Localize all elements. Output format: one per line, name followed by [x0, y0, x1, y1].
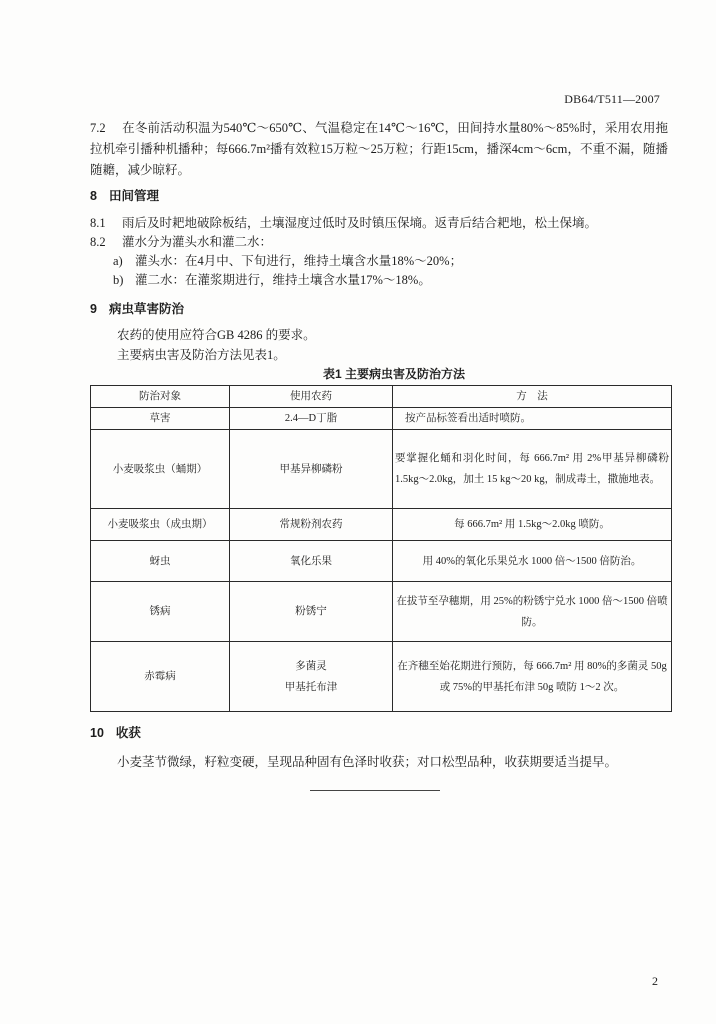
list-marker: b)	[113, 273, 124, 287]
cell-pesticide: 2.4—D丁脂	[230, 408, 393, 430]
paragraph-pesticide-standard: 农药的使用应符合GB 4286 的要求。	[117, 328, 316, 342]
section-heading-10	[90, 724, 141, 742]
clause-text: 在冬前活动积温为540℃～650℃、气温稳定在14℃～16℃，田间持水量80%～85%时，采用农用拖拉机牵引播种机播种；每666.7m²播有效粒15万粒～25万粒；行距15cm，播深4cm～6cm，不重不漏，随播随耱，减少晾籽。	[90, 121, 668, 177]
cell-method: 在拔节至孕穗期，用 25%的粉锈宁兑水 1000 倍～1500 倍喷防。	[393, 582, 672, 642]
cell-method: 用 40%的氧化乐果兑水 1000 倍～1500 倍防治。	[393, 541, 672, 582]
table-row	[91, 642, 672, 712]
cell-target: 赤霉病	[91, 642, 230, 712]
cell-target: 锈病	[91, 582, 230, 642]
list-marker: a)	[113, 254, 123, 268]
section-number: 10	[90, 726, 104, 740]
cell-method: 每 666.7m² 用 1.5kg～2.0kg 喷防。	[393, 509, 672, 541]
cell-pesticide: 甲基异柳磷粉	[230, 430, 393, 509]
column-header-pesticide: 使用农药	[230, 386, 393, 408]
clause-7-2	[90, 118, 668, 181]
table-row	[91, 430, 672, 509]
cell-pesticide: 氧化乐果	[230, 541, 393, 582]
clause-number: 8.1	[90, 216, 106, 230]
table-row	[91, 408, 672, 430]
clause-8-1	[90, 214, 668, 233]
cell-target: 小麦吸浆虫（成虫期）	[91, 509, 230, 541]
cell-method: 要掌握化蛹和羽化时间，每 666.7m² 用 2%甲基异柳磷粉 1.5kg～2.0kg，加土 15 kg～20 kg，制成毒土，撒施地表。	[393, 430, 672, 509]
page-number: 2	[652, 974, 658, 988]
clause-text: 灌水分为灌头水和灌二水：	[122, 235, 273, 249]
cell-pesticide: 常规粉剂农药	[230, 509, 393, 541]
section-title: 田间管理	[108, 189, 159, 203]
list-item-text: 灌头水：在4月中、下旬进行，维持土壤含水量18%～20%；	[135, 254, 463, 268]
list-item-a	[113, 252, 668, 271]
section-title: 病虫草害防治	[108, 302, 184, 316]
cell-target: 小麦吸浆虫（蛹期）	[91, 430, 230, 509]
clause-number: 7.2	[90, 121, 106, 135]
cell-method: 在齐穗至始花期进行预防，每 666.7m² 用 80%的多菌灵 50g 或 75%的甲基托布津 50g 喷防 1～2 次。	[393, 642, 672, 712]
table-row	[91, 509, 672, 541]
clause-text: 雨后及时耙地破除板结，土壤湿度过低时及时镇压保墒。返青后结合耙地，松土保墒。	[122, 216, 598, 230]
standard-code: DB64/T511—2007	[564, 92, 660, 106]
paragraph-table-reference: 主要病虫害及防治方法见表1。	[117, 348, 286, 362]
pesticide-line: 甲基托布津	[284, 681, 338, 693]
list-item-b	[113, 271, 668, 290]
cell-pesticide: 粉锈宁	[230, 582, 393, 642]
end-rule	[310, 790, 440, 791]
column-header-method: 方 法	[393, 386, 672, 408]
list-item-text: 灌二水：在灌浆期进行，维持土壤含水量17%～18%。	[135, 273, 431, 287]
clause-number: 8.2	[90, 235, 106, 249]
table-header-row	[91, 386, 672, 408]
section-number: 9	[90, 302, 97, 316]
pesticide-line: 多菌灵	[295, 660, 327, 672]
column-header-target: 防治对象	[91, 386, 230, 408]
table-row	[91, 541, 672, 582]
section-title: 收获	[115, 726, 141, 740]
table-row	[91, 582, 672, 642]
clause-8-2	[90, 233, 668, 252]
table-caption: 表1 主要病虫害及防治方法	[322, 367, 465, 381]
cell-target: 草害	[91, 408, 230, 430]
pest-control-table	[90, 385, 672, 712]
section-heading-9	[90, 300, 184, 318]
cell-pesticide	[230, 642, 393, 712]
section-number: 8	[90, 189, 97, 203]
section-heading-8	[90, 187, 159, 205]
cell-method: 按产品标签看出适时喷防。	[393, 408, 672, 430]
paragraph-harvest: 小麦茎节微绿，籽粒变硬，呈现品种固有色泽时收获；对口松型品种，收获期要适当提早。	[117, 755, 618, 769]
cell-target: 蚜虫	[91, 541, 230, 582]
